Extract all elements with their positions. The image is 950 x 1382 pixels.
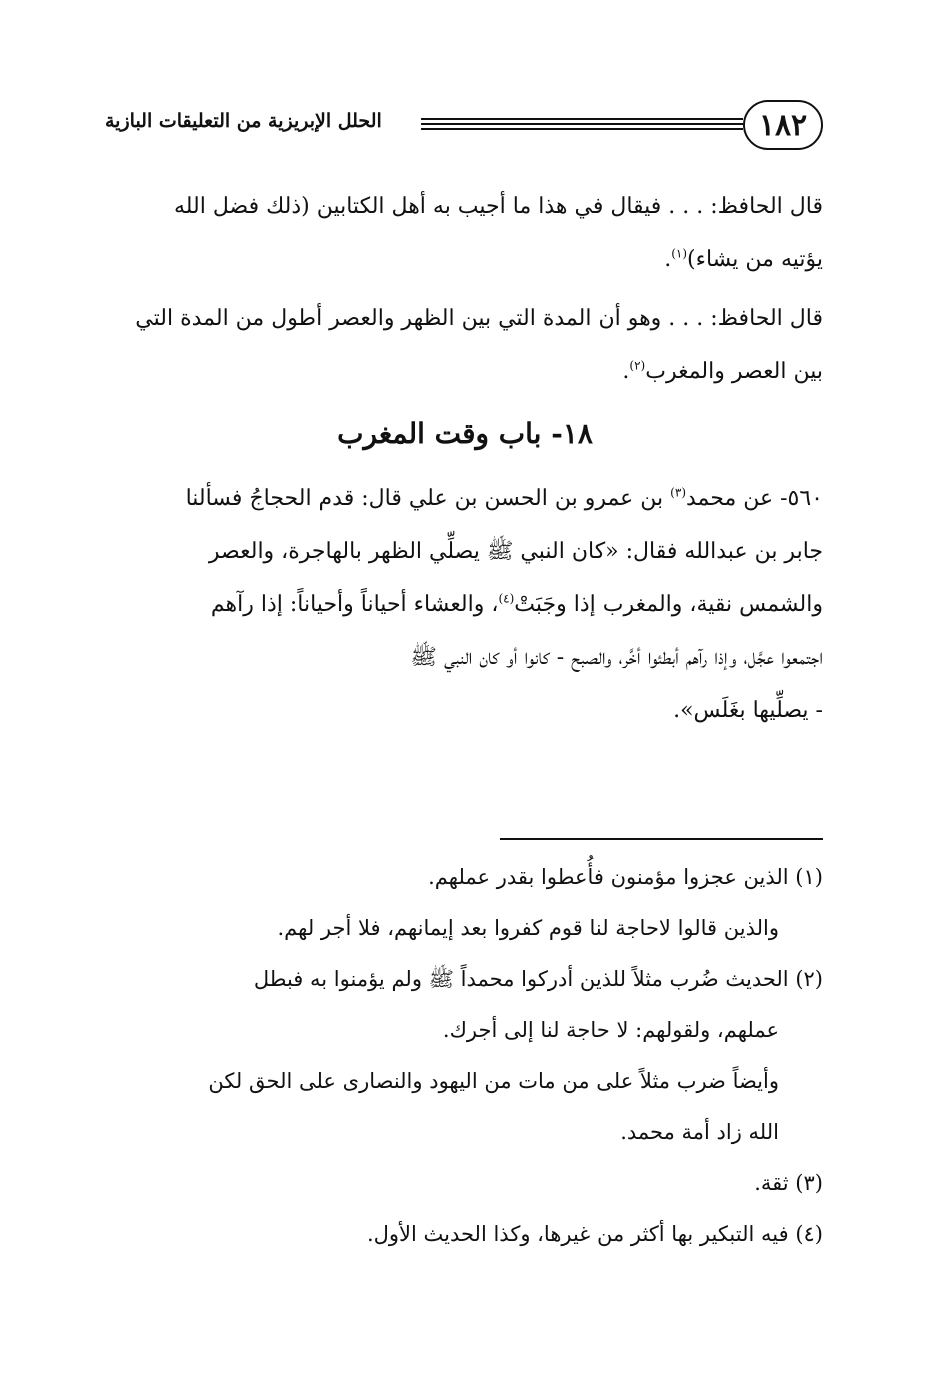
- book-title: الحلل الإبريزية من التعليقات البازية: [105, 110, 382, 132]
- page-number: ١٨٢: [743, 100, 823, 150]
- text-line: قال الحافظ: . . . فيقال في هذا ما أجيب به أهل الكتابين (ذلك فضل الله: [173, 194, 823, 219]
- text-line: قال الحافظ: . . . وهو أن المدة التي بين الظهر والعصر أطول من المدة التي: [135, 306, 823, 331]
- text-line: - يصلِّيها بغَلَس».: [673, 698, 823, 723]
- footnotes: [107, 852, 823, 1260]
- footnote-ref[interactable]: (٣): [670, 485, 686, 500]
- footnote-ref[interactable]: (٢): [629, 358, 646, 373]
- text-line: يؤتيه من يشاء)$^{(١)}$.: [664, 246, 823, 272]
- footnote-2-continuation: الله زاد أمة محمد.: [620, 1120, 779, 1144]
- text-line: جابر بن عبدالله فقال: «كان النبي ﷺ يصلِّي الظهر بالهاجرة، والعصر: [208, 539, 823, 564]
- text-line: ٥٦٠- عن محمد$^{(٣)}$ بن عمرو بن الحسن بن علي قال: قدم الحجاجُ فسألنا: [185, 485, 823, 511]
- footnote-2-continuation: وأيضاً ضرب مثلاً على من مات من اليهود والنصارى على الحق لكن: [208, 1069, 779, 1093]
- footnote-2-continuation: عملهم، ولقولهم: لا حاجة لنا إلى أجرك.: [442, 1018, 779, 1042]
- text-line: بين العصر والمغرب$^{(٢)}$.: [622, 358, 823, 384]
- chapter-heading: ١٨- باب وقت المغرب: [337, 417, 593, 450]
- footnote-1: (١) الذين عجزوا مؤمنون فأُعطوا بقدر عملهم.: [428, 865, 823, 889]
- footnote-separator: [500, 838, 823, 840]
- footnote-3: (٣) ثقة.: [754, 1171, 823, 1195]
- hadith-paragraph: [107, 472, 823, 737]
- paragraph-hafiz-1: [107, 180, 823, 286]
- text-line: اجتمعوا عجَّل، وإذا رآهم أبطئوا أخَّر، والصبح - كانوا أو كان النبي ﷺ: [410, 645, 823, 670]
- footnote-2: (٢) الحديث ضُرب مثلاً للذين أدركوا محمداً ﷺ ولم يؤمنوا به فبطل: [253, 967, 823, 991]
- text-line: والشمس نقية، والمغرب إذا وجَبَتْ$^{(٤)}$، والعشاء أحياناً وأحياناً: إذا رآهم: [210, 591, 823, 617]
- paragraph-hafiz-2: [107, 292, 823, 398]
- header-rule: [421, 118, 743, 132]
- footnote-ref[interactable]: (٤): [498, 591, 515, 606]
- footnote-1-continuation: والذين قالوا لاحاجة لنا قوم كفروا بعد إيمانهم، فلا أجر لهم.: [277, 916, 779, 940]
- footnote-ref[interactable]: (١): [671, 246, 688, 261]
- footnote-4: (٤) فيه التبكير بها أكثر من غيرها، وكذا الحديث الأول.: [366, 1222, 823, 1246]
- page-header: [105, 100, 823, 158]
